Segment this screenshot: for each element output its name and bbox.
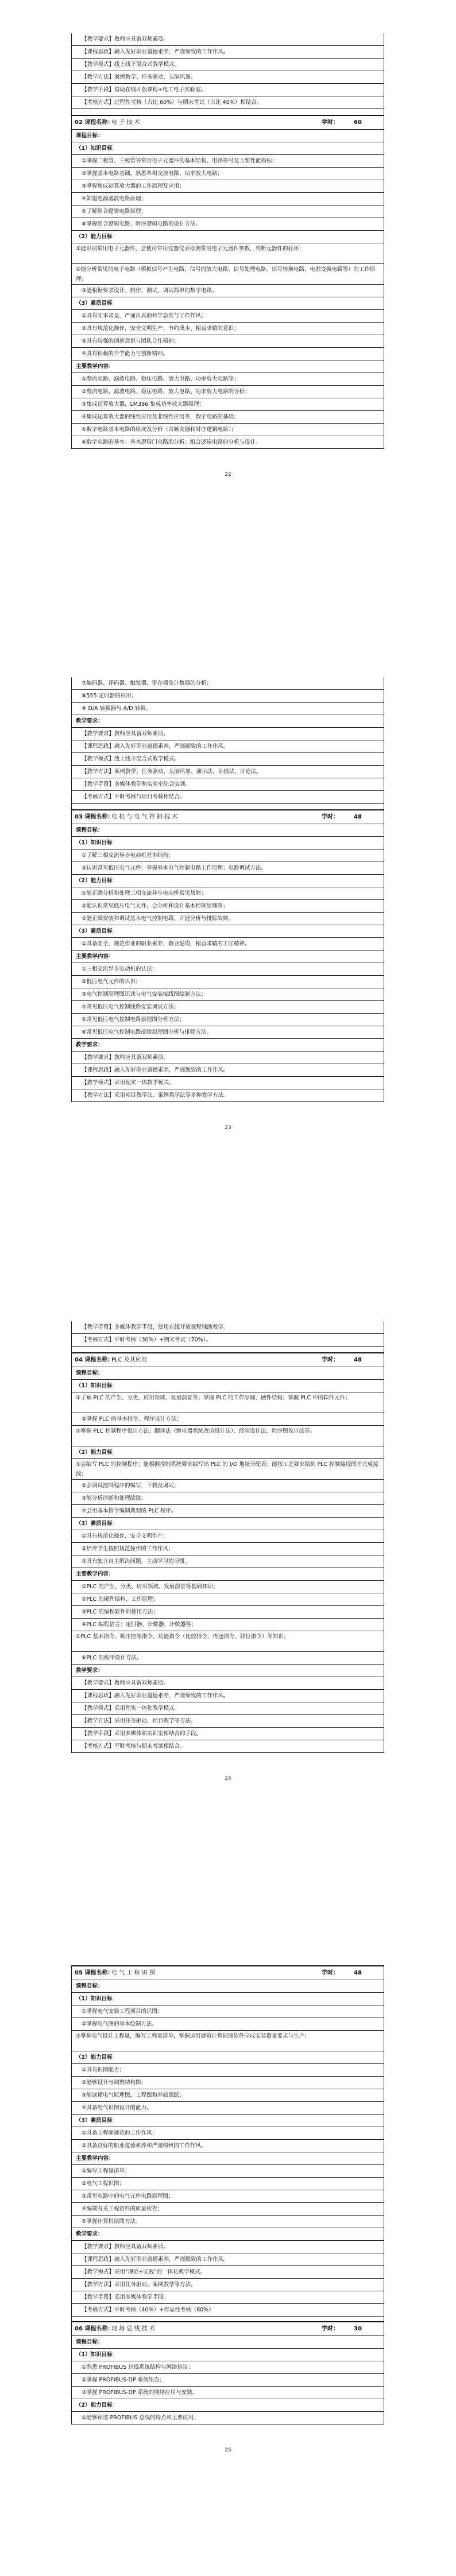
page-number: 22	[225, 472, 231, 478]
section-heading: （3）素质目标	[71, 1518, 384, 1530]
course-hours: 48	[354, 1357, 362, 1363]
section-heading: （1）知识目标	[71, 2349, 384, 2361]
table-row: 【教学方法】采用任务驱动，项目教学等方法。	[71, 1715, 384, 1728]
table-row: ⑨ D/A 转换器与 A/D 转换。	[71, 703, 384, 715]
table-row: ③能分析诊断和处理故障；	[71, 1492, 384, 1505]
table-row: 【教学手段】多媒体教学和实验室综合实训。	[71, 778, 384, 791]
table-row: 【教学要求】教师应具备双师素质。	[71, 33, 384, 46]
section-heading: （1）知识目标	[71, 837, 384, 849]
table-row: ①能够评述 PROFIBUS 总线的特点和主要应用；	[71, 2412, 384, 2424]
table-row: ①熟悉 PROFIBUS 总线系统结构与网络协议；	[71, 2361, 384, 2374]
table-row: ①能识别常用电子元器件，会使用常用仪器仪表检测常用电子元器件参数，判断元器件的好坏；	[71, 243, 384, 264]
table-row: ③具有独立自主解决问题，主动学习的习惯。	[71, 1555, 384, 1568]
section-heading: 教学要求：	[71, 1665, 384, 1677]
section-heading: 课程目标：	[71, 130, 384, 142]
section-heading: 课程目标：	[71, 2336, 384, 2349]
table-row: 【教学方法】采用任务驱动、案例教学等方法。	[71, 2279, 384, 2291]
table-row: ②掌握电气图的基本绘制方法。	[71, 2018, 384, 2031]
table-row: ②具有规范化操作，安全文明生产、节约成本、精益求精的意识；	[71, 323, 384, 335]
section-heading: 教学要求：	[71, 2228, 384, 2241]
table-row: ②电气工程识图；	[71, 2178, 384, 2190]
table-row: ⑥PLC 的程序设计方法。	[71, 1652, 384, 1665]
table-row: ⑤掌握计算机绘图方法。	[71, 2216, 384, 2228]
section-heading: （2）能力目标	[71, 875, 384, 887]
section-heading: （2）能力目标	[71, 2051, 384, 2064]
course-hours: 30	[354, 2326, 362, 2332]
table-row: ④编制有关工程资料的质量检查；	[71, 2203, 384, 2216]
table-row: ②能够设计与调整结构图；	[71, 2077, 384, 2089]
table-row: ①具备工程师规范的工作作风；	[71, 2127, 384, 2140]
table-row: ③掌握 PLC 控制程序设计方法；翻译法（继电器系统改造设计法）、经验设计法、时序图设计法等。	[71, 1426, 384, 1446]
table-row: ⑥常见低压电气控制电路故障原理图分析与排除方法。	[71, 1026, 384, 1039]
hours-label: 学时：	[322, 2326, 339, 2332]
table-row: 【考核方式】平时考核与期末考试相结合。	[71, 1740, 384, 1753]
course-header	[71, 1352, 384, 1367]
section-heading: 主要教学内容：	[71, 951, 384, 963]
table-row: ①能正确分析和处理三相交流异步电动机常见故障；	[71, 887, 384, 900]
section-heading: （2）能力目标	[71, 2399, 384, 2412]
table-row: ①具有规范化操作，安全文明生产；	[71, 1530, 384, 1543]
table-row: 【课程思政】融入先好职业道德素养，严谨细致的工作作风。	[71, 1690, 384, 1702]
table-row: ②会调试控制程序的编写，下载及调试；	[71, 1480, 384, 1492]
section-heading: 主要教学内容：	[71, 1568, 384, 1581]
table-row: 【课程思政】融入先好职业道德素养，严谨细致的工作作风。	[71, 1064, 384, 1077]
course-hours: 60	[354, 119, 362, 126]
table-row: ③掌握集成运算放大器的工作原理及应用；	[71, 180, 384, 193]
course-header	[71, 809, 384, 824]
table-row: ③能根据要求设计、制作、测试、调试简单的数字电路。	[71, 285, 384, 297]
course-header	[71, 1965, 384, 1980]
table-row: ⑧555 定时器的应用；	[71, 690, 384, 703]
table-row: ②具备良好的职业道德素养和严谨细致的工作作风。	[71, 2140, 384, 2152]
table-row: 【课程思政】融入先好职业道德素养，严谨细致的工作作风。	[71, 740, 384, 753]
table-row: 【考核方式】过程性考核（占比 60%）与期末考试（占比 40%）相结合。	[71, 96, 384, 109]
table-row: ①掌握二极管、三极管等常用电子元器件的基本结构、电路符号及主要性能指标；	[71, 155, 384, 168]
section-heading: 主要教学内容：	[71, 360, 384, 373]
table-row: ⑤PLC 基本指令、顺序控制指令、功能指令（比较指令、传送指令、移位指令）等知识；	[71, 1631, 384, 1652]
section-heading: 课程目标：	[71, 1980, 384, 1993]
document-page	[0, 1288, 456, 1932]
table-row: 【教学模式】采用理实一体教学模式。	[71, 1077, 384, 1089]
table-row: 【考核方式】平时考核（40%）+作品性考核（60%）	[71, 2304, 384, 2317]
course-label: 06 课程名称：	[75, 2326, 114, 2332]
section-heading: （1）知识目标	[71, 1993, 384, 2005]
table-row: 【教学方法】案例教学、任务驱动、头脑风暴。	[71, 71, 384, 84]
table-row: 【教学手段】采用多媒体教学手段。	[71, 2291, 384, 2304]
table-row: ②培养学生按照规范操作的工作作风；	[71, 1543, 384, 1555]
table-row: ①了解 PLC 的产生、分类、应用领域、发展前景等；掌握 PLC 的工作原理、硬件结构；掌握 PLC 中的软件元件；	[71, 1392, 384, 1413]
hours-label: 学时：	[322, 1970, 339, 1976]
section-heading: （1）知识目标	[71, 1380, 384, 1392]
document-page	[0, 644, 456, 1288]
table-row: ①编写工程量清单；	[71, 2165, 384, 2178]
table-row: ②能分析常见的电子电路（模拟信号产生电路、信号的放大电路、信号处理电路、信号转换电路、电源变换电路等）的工作原理；	[71, 264, 384, 285]
table-row: ②低压电气元件的认识；	[71, 976, 384, 988]
course-header	[71, 2321, 384, 2336]
course-hours: 48	[354, 814, 362, 820]
course-name: 电 子 技 术	[111, 119, 140, 126]
table-row: ④PLC 编程语言：定时器、计数器、计数器等；	[71, 1619, 384, 1631]
course-hours: 48	[354, 1970, 362, 1976]
table-row: 【教学要求】教师应具备双师素质。	[71, 1052, 384, 1064]
table-row: ②整流电路、滤波电路、稳压电路、放大电路、功率放大电路的分析；	[71, 386, 384, 398]
document-page	[0, 0, 456, 644]
table-row: 【教学方法】案例教学、任务驱动、头脑风暴、演示法、讲授法、讨论法。	[71, 766, 384, 778]
table-border-left	[71, 1965, 72, 2424]
table-row: ①会编写 PLC 的控制程序；能根据控制系统要求编写出 PLC 的 I/O 地址分配表；能按工艺要求绘制 PLC 控制接线图并完成接线；	[71, 1459, 384, 1480]
section-heading: 教学要求：	[71, 1039, 384, 1052]
section-heading: 课程目标：	[71, 1367, 384, 1380]
table-border-left	[71, 677, 72, 1102]
table-row: ①具备安全、规范作业的职业素养，敬业爱岗，精益求精的工匠精神。	[71, 938, 384, 951]
section-heading: （2）能力目标	[71, 1446, 384, 1459]
table-row: 【教学要求】教师应具备双师素质。	[71, 728, 384, 740]
page-number: 25	[225, 2447, 231, 2453]
table-row: ③具有较强的创新意识与团队合作精神；	[71, 335, 384, 348]
table-row: ①具有实事求是，严谨认真的科学态度与工作作风；	[71, 310, 384, 323]
table-row: ①PLC 的产生、分类、应用领域、发展前景等基础知识；	[71, 1581, 384, 1593]
table-row: ②能认识常见低压电气元件，会分析和设计基本控制原理图；	[71, 900, 384, 913]
course-name: PLC 及其应用	[111, 1357, 147, 1363]
table-row: ①整流电路、滤波电路、稳压电路、放大电路、功率放大电路等；	[71, 373, 384, 386]
course-name: 电 机 与 电 气 控 制 技 术	[111, 814, 178, 820]
section-heading: （1）知识目标	[71, 142, 384, 155]
table-row: 【课程思政】融入先好职业道德素养，严谨细致的工作作风。	[71, 2253, 384, 2266]
table-row: ③电气控制原理图识读与电气安装接线图绘制方法；	[71, 988, 384, 1001]
table-row: ①掌握电气安装工程项目的识图；	[71, 2005, 384, 2018]
table-row: ①了解三相交流异步电动机基本结构；	[71, 849, 384, 862]
table-row: ②掌握 PLC 的基本指令、程序设计方法；	[71, 1413, 384, 1426]
table-row: ⑤常见低压电气控制电路原理图分析方法；	[71, 1014, 384, 1026]
page-number: 23	[225, 1125, 231, 1131]
table-row: ③集成运算放大器，LM386 集成功率放大器原理；	[71, 398, 384, 411]
section-heading: （2）能力目标	[71, 231, 384, 243]
table-row: 【教学手段】采用多媒体和实训室相结合的手段。	[71, 1728, 384, 1740]
course-name: 电 气 工 程 识 图	[111, 1970, 155, 1976]
table-row: 【教学手段】多媒体教学手段，使用在线开放课程辅助教学。	[71, 1321, 384, 1334]
table-row: 【考核方式】平时考核与项目考核相结合。	[71, 791, 384, 804]
hours-label: 学时：	[322, 814, 339, 820]
table-row: 【教学手段】借助在线开放课程+电工电子实验室。	[71, 84, 384, 96]
course-label: 04 课程名称：	[75, 1357, 114, 1363]
document-page	[0, 1932, 456, 2576]
table-row: ③常见电路中的电气元件电路原理图；	[71, 2190, 384, 2203]
table-row: ③PLC 的编程软件的使用方法；	[71, 1606, 384, 1619]
table-row: ③掌握 PROFIBUS-DP 系统的网络应用与安装。	[71, 2387, 384, 2399]
table-row: ③能读懂电气原理图，工程图和基础图纸；	[71, 2089, 384, 2102]
table-row: ⑤了解组合逻辑电路原理；	[71, 205, 384, 218]
table-row: ④具备电气识图设计的能力。	[71, 2102, 384, 2115]
table-row: 【教学模式】线上线下混合式教学模式。	[71, 59, 384, 71]
section-heading: （3）素质目标	[71, 297, 384, 310]
table-row: ①三相交流异步电动机的认识；	[71, 963, 384, 976]
table-row: ⑥掌握组合逻辑电路、时序逻辑电路的设计方法。	[71, 218, 384, 231]
course-header	[71, 115, 384, 130]
table-row: ②掌握 PROFIBUS-DP 系统组态；	[71, 2374, 384, 2387]
course-label: 03 课程名称：	[75, 814, 114, 820]
table-row: 【考核方式】平时考核（30%）+期末考试（70%）。	[71, 1334, 384, 1347]
table-row: ④常见低压电气控制线路安装调试方法；	[71, 1001, 384, 1014]
table-row: 【课程思政】融入先好职业道德素养，严谨细致的工作作风。	[71, 46, 384, 59]
course-name: 现 场 总 线 技 术	[111, 2326, 155, 2332]
table-row: ④具有积极的自学能力与创新精神。	[71, 348, 384, 360]
course-label: 02 课程名称：	[75, 119, 114, 126]
table-row: ④知道电源滤波电路原理；	[71, 193, 384, 205]
table-row: 【教学要求】教师应具备双师素质。	[71, 1677, 384, 1690]
page-number: 24	[225, 1776, 231, 1782]
table-row: 【教学方法】采用项目教学法、案例教学法等多种教学方法。	[71, 1089, 384, 1102]
hours-label: 学时：	[322, 119, 339, 126]
table-row: ④会用基本指令编制典型的 PLC 程序。	[71, 1505, 384, 1518]
table-row: 【教学模式】采用理实一体化教学模式。	[71, 1702, 384, 1715]
table-row: 【教学要求】教师应具备双师素质。	[71, 2241, 384, 2253]
section-heading: 教学要求：	[71, 715, 384, 728]
table-border-left	[71, 1321, 72, 1753]
table-border-left	[71, 33, 72, 449]
table-row: ⑦编码器、译码器、触发器、寄存器及计数器的分析；	[71, 677, 384, 690]
section-heading: 主要教学内容：	[71, 2152, 384, 2165]
table-row: ②PLC 的硬件结构、工作原理；	[71, 1593, 384, 1606]
section-heading: （3）素质目标	[71, 2115, 384, 2127]
table-row: ③掌握电气设计工程量，编写工程量清单，掌握运用建筑计算识图软件完成安装数量要求与生产；	[71, 2031, 384, 2051]
section-heading: 课程目标：	[71, 824, 384, 837]
table-row: 【教学模式】线上线下混合式教学模式。	[71, 753, 384, 766]
table-row: ②掌握基本电路基础，熟悉单相交流电路、功率放大电路；	[71, 168, 384, 180]
table-row: ④集成运算放大器的线性应用及非线性应用等，数字电路的基础；	[71, 411, 384, 424]
table-row: ⑤数字电路基本电路的组成及分析（含触发器和时序逻辑电路）；	[71, 424, 384, 436]
table-row: ③能正确安装和调试基本电气控制电路，并能分析与排除故障。	[71, 913, 384, 925]
hours-label: 学时：	[322, 1357, 339, 1363]
table-row: ⑥数字电路的基本：基本逻辑门电路的分析；组合逻辑电路的分析与设计。	[71, 436, 384, 449]
table-row: 【教学模式】采用"理论+实践"的一体化教学模式。	[71, 2266, 384, 2279]
section-heading: （3）素质目标	[71, 925, 384, 938]
course-label: 05 课程名称：	[75, 1970, 114, 1976]
table-row: ①具有识图能力；	[71, 2064, 384, 2077]
table-row: ②认识常见低压电气元件；掌握基本电气控制电路工作原理；电路调试方法。	[71, 862, 384, 875]
